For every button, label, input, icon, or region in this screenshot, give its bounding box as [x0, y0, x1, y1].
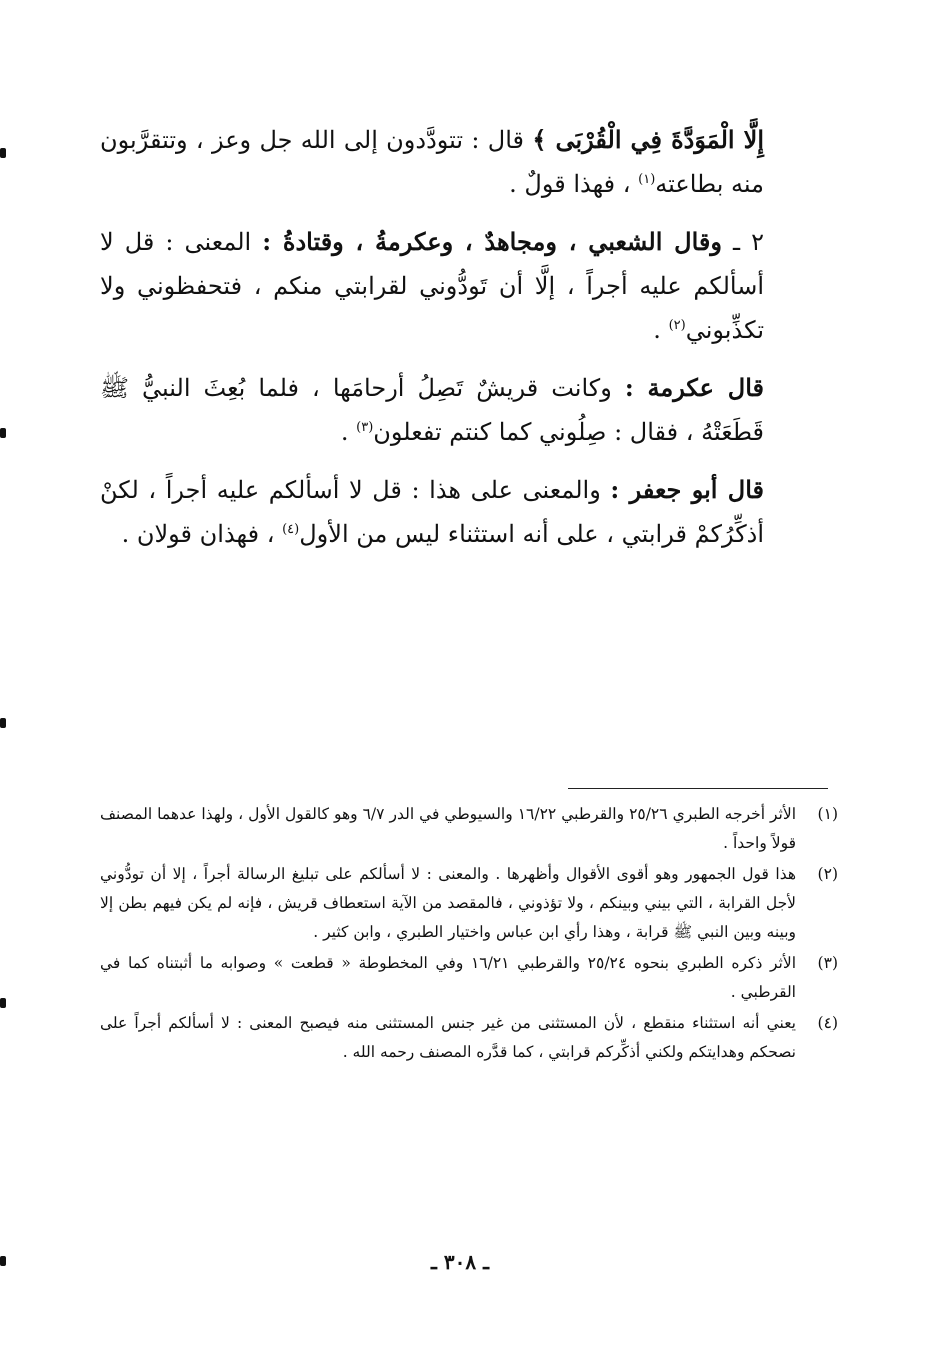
footnote-ref: (١)	[638, 172, 656, 187]
footnote-number: (٢)	[817, 865, 838, 883]
footnote-text: الأثر ذكره الطبري بنحوه ٢٥/٢٤ والقرطبي ١٦/٢١ وفي المخطوطة « قطعت » وصوابه ما أثبتناه كما في القرطبي .	[100, 954, 797, 1001]
footnote-ref: (٣)	[356, 420, 374, 435]
footnote-number: (٣)	[817, 954, 838, 972]
footnote-text: هذا قول الجمهور وهو أقوى الأقوال وأظهرها . والمعنى : لا أسألكم على تبليغ الرسالة أجراً ، إلا أن تودُّوني لأجل القرابة ، التي بيني وبينكم ، ولا تؤذوني ، فالمقصد من الآية استعطاف قريش ، فإنه لم يكن فيهم بطن إلا وبينه وبين النبي ﷺ قرابة ، وهذا رأي ابن عباس واختيار الطبري ، وابن كثير .	[100, 865, 796, 941]
narrators: وقال الشعبي ، ومجاهدٌ ، وعكرمةُ ، وقتادةُ :	[262, 227, 722, 256]
scan-edge-mark	[0, 998, 6, 1008]
speaker: قال عكرمة :	[624, 373, 764, 402]
footnote-ref: (٢)	[668, 318, 686, 333]
paragraph-1	[100, 118, 764, 206]
footnote-separator	[568, 788, 828, 789]
item-number: ٢ ـ	[733, 228, 765, 256]
main-text	[100, 118, 764, 570]
paragraph-text: وكانت قريشٌ تَصِلُ أرحامَها ، فلما بُعِثَ النبيُّ ﷺ قَطَعَتْهُ ، فقال : صِلُوني كما كنتم تفعلون	[100, 374, 764, 446]
footnote	[100, 1009, 838, 1067]
quran-verse: إِلَّا الْمَوَدَّةَ فِي الْقُرْبَى ﴾	[532, 125, 764, 154]
scan-edge-mark	[0, 428, 6, 438]
footnote-text: يعني أنه استثناء منقطع ، لأن المستثنى من غير جنس المستثنى منه فيصبح المعنى : لا أسألكم أجراً على نصحكم وهدايتكم ولكني أذكِّركم قرابتي ، كما قدَّره المصنف رحمه الله .	[100, 1014, 796, 1061]
paragraph-4	[100, 468, 764, 556]
footnote-ref: (٤)	[282, 522, 300, 537]
paragraph-3	[100, 366, 764, 454]
footnote-text: الأثر أخرجه الطبري ٢٥/٢٦ والقرطبي ١٦/٢٢ والسيوطي في الدر ٦/٧ وهو كالقول الأول ، ولهذا عدهما المصنف قولاً واحداً .	[100, 805, 797, 852]
footnote-number: (١)	[817, 805, 838, 823]
paragraph-2	[100, 220, 764, 352]
paragraph-end: ، فهذان قولان .	[121, 520, 275, 548]
paragraph-end: .	[340, 418, 349, 446]
scan-edge-mark	[0, 148, 6, 158]
paragraph-text: والمعنى على هذا : قل لا أسألكم عليه أجراً ، لكنْ أذكِّرُكمْ قرابتي ، على أنه استثناء ليس من الأول	[100, 476, 764, 548]
scan-edge-mark	[0, 1256, 6, 1266]
scan-edge-mark	[0, 718, 6, 728]
footnotes	[100, 800, 838, 1069]
footnote	[100, 949, 838, 1007]
paragraph-end: .	[653, 316, 661, 344]
paragraph-end: ، فهذا قولٌ .	[509, 170, 631, 198]
page-number: ـ ٣٠٨ ـ	[431, 1250, 489, 1274]
paragraph-text: قال : تتودَّدون إلى الله جل وعز ، وتتقرَّبون منه بطاعته	[100, 126, 764, 198]
footnote	[100, 800, 838, 858]
paragraph-text: المعنى : قل لا أسألكم عليه أجراً ، إلَّا أن تَودُّوني لقرابتي منكم ، فتحفظوني ولا تكذِّبوني	[100, 228, 764, 344]
footnote-number: (٤)	[817, 1014, 838, 1032]
footnote	[100, 860, 838, 947]
speaker: قال أبو جعفر :	[610, 475, 764, 504]
